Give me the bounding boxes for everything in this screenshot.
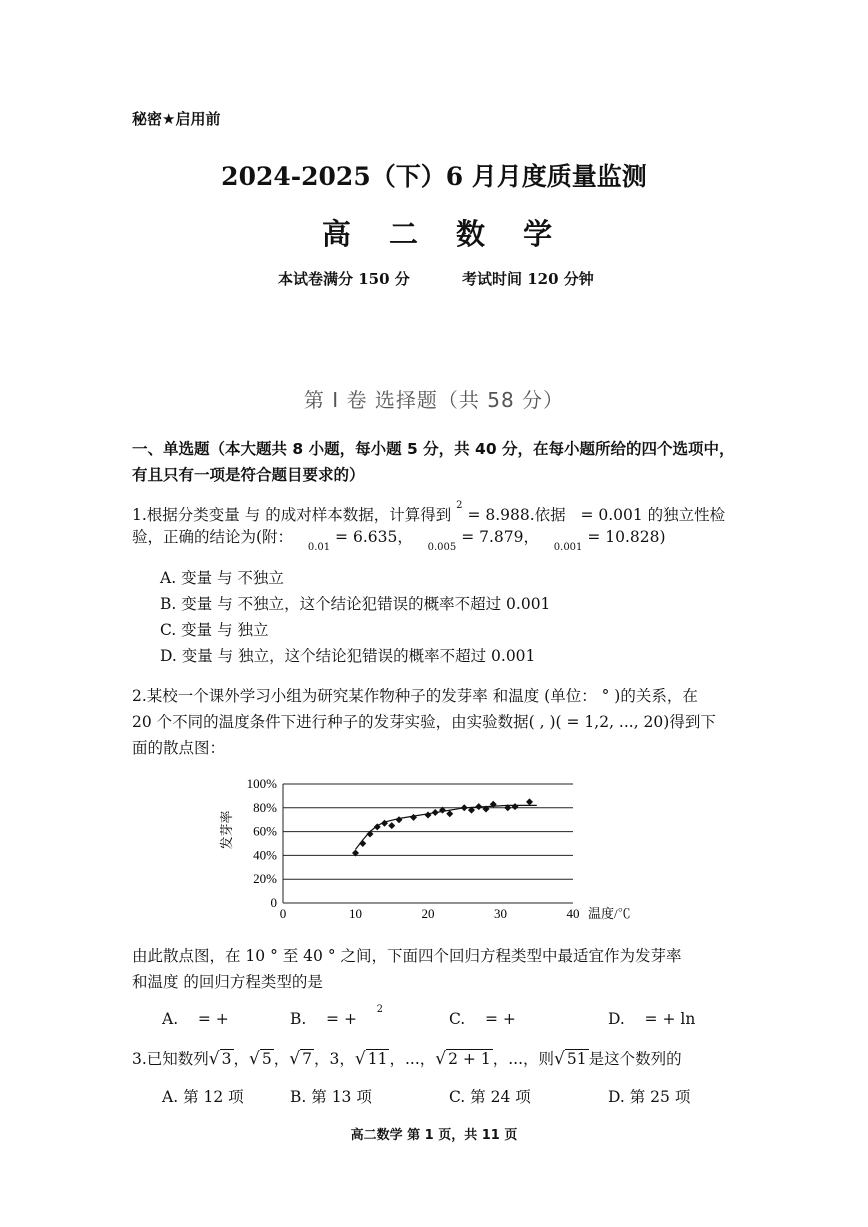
part1-heading: 一、单选题（本大题共 8 小题，每小题 5 分，共 40 分，在每小题所给的四个选项中，有且只有一项是符合题目要求的） — [132, 440, 735, 484]
option-text: 第 12 项 — [183, 1088, 244, 1106]
y-tick-label: 60% — [253, 823, 277, 839]
option-text: = + — [197, 1010, 229, 1028]
q1-option-a[interactable] — [160, 566, 284, 588]
subject-title: 高 二 数 学 — [321, 217, 567, 251]
radicand: 2 + 1 — [448, 1050, 491, 1068]
option-text: 变量 与 独立 — [181, 621, 269, 639]
q1-text-a: 1.根据分类变量 — [132, 506, 240, 525]
data-point — [432, 809, 439, 816]
option-label: B. — [290, 1010, 307, 1029]
sqrt-general-term: √ 2 + 1 — [435, 1049, 491, 1069]
y-tick-label: 100% — [246, 776, 277, 791]
q2-after-line2: 和温度 的回归方程类型的是 — [132, 973, 323, 991]
sqrt-target: √ 51 — [554, 1049, 587, 1069]
section-title: 第 Ⅰ 卷 选择题（共 58 分） — [303, 388, 565, 412]
plain-term: 3 — [329, 1050, 340, 1068]
option-text: 变量 与 不独立，这个结论犯错误的概率不超过 0.001 — [181, 595, 551, 613]
q1-x1-sub: 0.01 — [307, 542, 331, 554]
q1-x2-val: = 7.879， — [461, 528, 539, 546]
option-text: = + — [484, 1010, 516, 1028]
q2-option-d[interactable] — [608, 1010, 695, 1028]
chart-x-label: 温度/℃ — [588, 906, 631, 921]
option-label: D. — [160, 647, 177, 665]
chart-y-ticks — [247, 776, 278, 910]
option-label: C. — [449, 1010, 466, 1028]
q3-suffix-a: ，则 — [523, 1050, 555, 1068]
radicand: 3 — [221, 1050, 232, 1068]
option-label: A. — [162, 1088, 179, 1106]
data-point — [410, 814, 417, 821]
option-text: 第 13 项 — [311, 1088, 372, 1106]
data-point — [461, 804, 468, 811]
x-tick-label: 40 — [566, 906, 580, 921]
q2-option-c[interactable] — [449, 1010, 516, 1028]
option-label: C. — [449, 1088, 466, 1106]
chart-x-ticks — [280, 906, 580, 921]
option-text: 第 25 项 — [629, 1088, 691, 1106]
data-point — [381, 820, 388, 827]
q1-chi-sup: 2 — [456, 500, 463, 511]
option-text: = + — [326, 1010, 357, 1029]
q1-x3-val: = 10.828) — [587, 528, 666, 546]
option-label: A. — [160, 569, 177, 587]
q1-option-b[interactable] — [160, 592, 550, 614]
data-point — [425, 811, 432, 818]
option-text: 变量 与 不独立 — [181, 569, 284, 587]
option-label: D. — [608, 1010, 625, 1028]
q3-option-c[interactable] — [449, 1085, 531, 1107]
q1-option-d[interactable] — [160, 644, 535, 666]
x-tick-label: 0 — [279, 906, 287, 921]
q2-line3: 面的散点图： — [132, 739, 226, 757]
x-tick-label: 10 — [349, 906, 362, 921]
q1-stem-line2 — [132, 524, 742, 557]
x-tick-label: 30 — [494, 906, 507, 921]
time-info: 考试时间 120 分钟 — [462, 270, 594, 288]
data-point — [359, 840, 366, 847]
q2-line1: 2.某校一个课外学习小组为研究某作物种子的发芽率 和温度 (单位： ° )的关系，在 — [132, 687, 698, 705]
option-b-exponent: 2 — [376, 1004, 384, 1015]
q1-x3-sub: 0.001 — [553, 542, 583, 554]
chart-trend-curve — [356, 805, 537, 849]
q1-option-c[interactable] — [160, 618, 269, 640]
q1-text-f: 验，正确的结论为(附： — [132, 528, 294, 546]
radicand: 7 — [302, 1050, 312, 1068]
page-footer: 高二数学 第 1 页，共 11 页 — [350, 1128, 518, 1143]
option-label: B. — [290, 1088, 307, 1106]
q1-x2-sub: 0.005 — [427, 542, 457, 554]
sqrt-term-1: √ 3 — [208, 1049, 232, 1069]
data-point — [512, 803, 519, 810]
q3-stem: 3.已知数列√ 3 ，√ 5 ，√ 7 ，3，√ 11 ，...，√ 2 + 1 ，...，则√ 51 是这个数列的 — [132, 1046, 742, 1073]
y-tick-label: 80% — [253, 799, 277, 815]
secret-label: 秘密★启用前 — [132, 110, 221, 128]
q2-line2: 20 个不同的温度条件下进行种子的发芽实验，由实验数据( , )( = 1,2, ..., 20)得到下 — [132, 713, 716, 731]
option-text: 变量 与 独立，这个结论犯错误的概率不超过 0.001 — [181, 647, 536, 665]
sqrt-term-3: √ 7 — [289, 1049, 312, 1069]
ellipsis: ... — [508, 1050, 523, 1068]
option-label: C. — [160, 621, 177, 639]
ellipsis: ... — [404, 1050, 420, 1068]
chart-points — [352, 798, 533, 856]
trend-curve — [356, 805, 537, 849]
option-text: 第 24 项 — [470, 1088, 531, 1106]
data-point — [475, 803, 482, 810]
data-point — [396, 816, 403, 823]
radicand: 5 — [261, 1050, 272, 1068]
radicand: 11 — [367, 1050, 388, 1068]
data-point — [388, 822, 395, 829]
chart-y-label: 发芽率 — [219, 810, 234, 850]
q1-text-e: = 0.001 的独立性检 — [580, 506, 726, 525]
scatter-chart — [205, 770, 665, 930]
q3-suffix-b: 是这个数列的 — [588, 1050, 682, 1068]
exam-title: 2024-2025（下）6 月月度质量监测 — [221, 162, 647, 191]
q3-prefix: 3.已知数列 — [132, 1050, 209, 1068]
q3-option-b[interactable] — [290, 1085, 372, 1107]
q1-x1-val: = 6.635， — [335, 528, 413, 546]
score-info: 本试卷满分 150 分 — [278, 270, 410, 288]
q2-after-line1: 由此散点图，在 10 ° 至 40 ° 之间，下面四个回归方程类型中最适宜作为发芽率 — [132, 947, 682, 965]
data-point — [446, 810, 453, 817]
option-label: B. — [160, 595, 177, 613]
q1-text-d: = 8.988.依据 — [467, 506, 566, 525]
radicand: 51 — [566, 1050, 587, 1068]
y-tick-label: 40% — [253, 847, 277, 863]
x-tick-label: 20 — [421, 906, 435, 921]
q3-option-d[interactable] — [608, 1085, 690, 1107]
option-label: D. — [608, 1088, 625, 1106]
sqrt-term-2: √ 5 — [249, 1049, 272, 1069]
option-text: = + ln — [644, 1010, 696, 1028]
data-point — [526, 798, 533, 805]
q2-option-a[interactable] — [162, 1010, 229, 1028]
q1-text-b: 与 — [244, 506, 261, 525]
sqrt-term-5: √ 11 — [354, 1049, 388, 1069]
y-tick-label: 20% — [253, 871, 277, 887]
y-tick-label: 0 — [270, 895, 277, 910]
q1-text-c: 的成对样本数据，计算得到 — [265, 506, 452, 525]
q3-option-a[interactable] — [162, 1085, 244, 1107]
q2-option-b[interactable] — [290, 1004, 384, 1029]
option-label: A. — [162, 1010, 179, 1028]
